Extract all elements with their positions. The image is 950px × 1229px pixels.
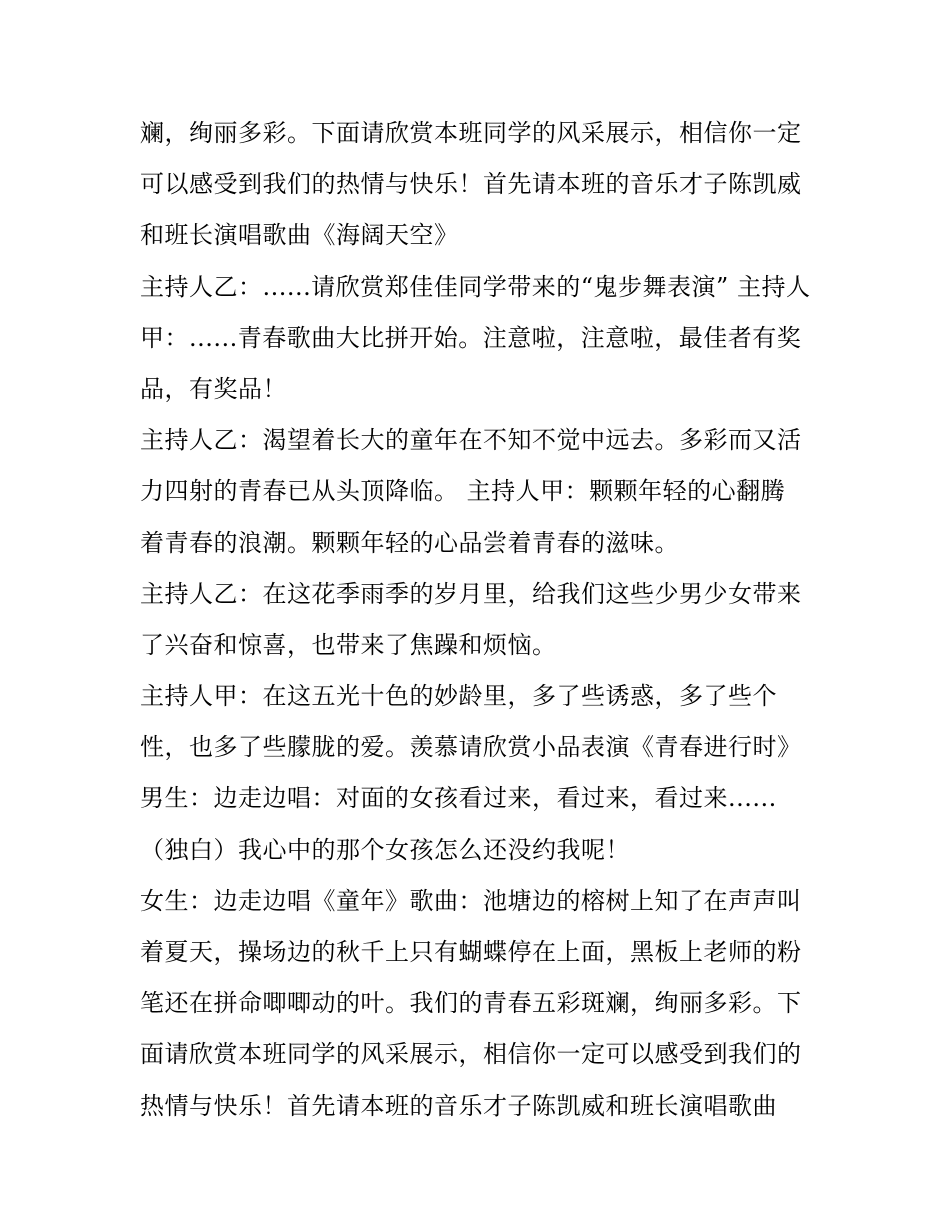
text-line: 主持人乙：渴望着长大的童年在不知不觉中远去。多彩而又活 — [140, 426, 802, 455]
text-line: 着青春的浪潮。颗颗年轻的心品尝着青春的滋味。 — [140, 528, 679, 557]
body-text — [140, 108, 820, 1132]
text-line: 力四射的青春已从头顶降临。 主持人甲：颗颗年轻的心翻腾 — [140, 477, 786, 506]
text-line: 着夏天，操场边的秋千上只有蝴蝶停在上面，黑板上老师的粉 — [140, 938, 802, 966]
text-line: 主持人乙：在这花季雨季的岁月里，给我们这些少男少女带来 — [140, 579, 802, 608]
text-line: 笔还在拼命唧唧动的叶。我们的青春五彩斑斓，绚丽多彩。下 — [140, 989, 802, 1018]
text-line: （独白）我心中的那个女孩怎么还没约我呢！ — [140, 835, 630, 864]
text-line: 女生：边走边唱《童年》歌曲：池塘边的榕树上知了在声声叫 — [140, 886, 802, 915]
text-line: 斓，绚丽多彩。下面请欣赏本班同学的风采展示，相信你一定 — [140, 119, 802, 147]
text-line: 主持人甲：在这五光十色的妙龄里，多了些诱惑，多了些个 — [140, 682, 777, 711]
text-line: 主持人乙：......请欣赏郑佳佳同学带来的“鬼步舞表演” 主持人 — [140, 272, 811, 301]
text-line: 了兴奋和惊喜，也带来了焦躁和烦恼。 — [140, 630, 557, 659]
text-line: 品，有奖品！ — [140, 374, 287, 403]
text-line: 面请欣赏本班同学的风采展示，相信你一定可以感受到我们的 — [140, 1040, 802, 1069]
text-line: 男生：边走边唱：对面的女孩看过来，看过来，看过来...... — [140, 784, 777, 813]
text-line: 和班长演唱歌曲《海阔天空》 — [140, 221, 459, 250]
text-line: 可以感受到我们的热情与快乐！首先请本班的音乐才子陈凯威 — [140, 170, 802, 199]
text-line: 甲：......青春歌曲大比拼开始。注意啦，注意啦，最佳者有奖 — [140, 323, 802, 352]
text-line: 热情与快乐！首先请本班的音乐才子陈凯威和班长演唱歌曲 — [140, 1091, 777, 1120]
text-line: 性，也多了些朦胧的爱。羡慕请欣赏小品表演《青春进行时》 — [140, 733, 802, 762]
